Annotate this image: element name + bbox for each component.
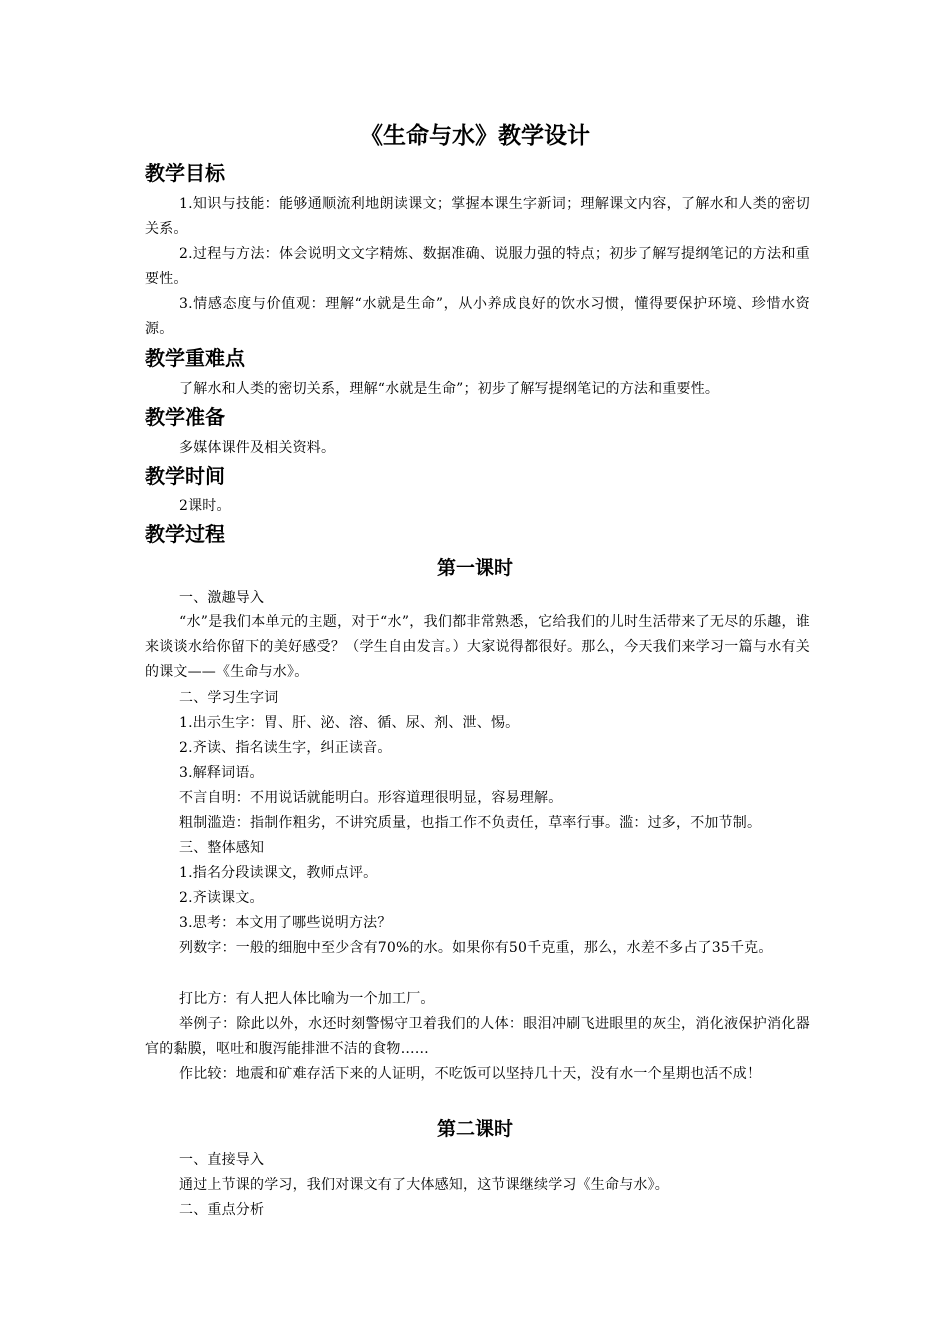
heading-key-points: 教学重难点 xyxy=(145,346,245,370)
lesson2-heading: 第二课时 xyxy=(436,1118,513,1140)
lesson1-line: 三、整体感知 xyxy=(179,840,265,856)
time-text: 2课时。 xyxy=(179,498,231,514)
heading-process: 教学过程 xyxy=(145,522,225,546)
lesson2-line: 二、重点分析 xyxy=(179,1202,265,1218)
lesson1-line: 列数字：一般的细胞中至少含有70%的水。如果你有50千克重，那么，水差不多占了35千克。 xyxy=(179,940,773,956)
lesson1-line: 2.齐读课文。 xyxy=(179,890,264,906)
heading-time: 教学时间 xyxy=(145,464,225,488)
lesson1-line: 二、学习生字词 xyxy=(179,690,279,706)
lesson1-line: “水”是我们本单元的主题，对于“水”，我们都非常熟悉，它给我们的儿时生活带来了无尽的乐趣，谁来谈谈水给你留下的美好感受？（学生自由发言。）大家说得都很好。那么，今天我们来学习一篇与水有关的课文——《生命与水》。 xyxy=(145,614,810,680)
goal-item-2: 2.过程与方法：体会说明文文字精炼、数据准确、说服力强的特点；初步了解写提纲笔记的方法和重要性。 xyxy=(145,246,810,287)
lesson1-line: 不言自明：不用说话就能明白。形容道理很明显，容易理解。 xyxy=(179,790,563,806)
heading-goals: 教学目标 xyxy=(145,161,225,185)
lesson1-line: 粗制滥造：指制作粗劣，不讲究质量，也指工作不负责任，草率行事。滥：过多，不加节制。 xyxy=(179,815,762,831)
lesson1-line: 作比较：地震和矿难存活下来的人证明，不吃饭可以坚持几十天，没有水一个星期也活不成！ xyxy=(179,1066,762,1082)
lesson1-line: 一、激趣导入 xyxy=(179,590,265,606)
lesson1-line: 3.解释词语。 xyxy=(179,765,264,781)
lesson2-line: 一、直接导入 xyxy=(179,1152,265,1168)
lesson1-line: 1.出示生字：胃、肝、泌、溶、循、尿、剂、泄、惕。 xyxy=(179,715,520,731)
preparation-text: 多媒体课件及相关资料。 xyxy=(179,440,336,456)
lesson1-line: 举例子：除此以外，水还时刻警惕守卫着我们的人体：眼泪冲刷飞进眼里的灰尘，消化液保护消化器官的黏膜，呕吐和腹泻能排泄不洁的食物…… xyxy=(145,1016,810,1057)
goal-item-3: 3.情感态度与价值观：理解“水就是生命”，从小养成良好的饮水习惯，懂得要保护环境、珍惜水资源。 xyxy=(145,296,810,337)
document-title: 《生命与水》教学设计 xyxy=(360,123,590,149)
lesson1-line: 打比方：有人把人体比喻为一个加工厂。 xyxy=(179,991,435,1007)
heading-preparation: 教学准备 xyxy=(145,405,225,429)
goal-item-1: 1.知识与技能：能够通顺流利地朗读课文；掌握本课生字新词；理解课文内容，了解水和人类的密切关系。 xyxy=(145,196,810,237)
lesson1-heading: 第一课时 xyxy=(436,557,513,579)
lesson1-line: 1.指名分段读课文，教师点评。 xyxy=(179,865,378,881)
lesson1-line: 2.齐读、指名读生字，纠正读音。 xyxy=(179,740,392,756)
key-points-text: 了解水和人类的密切关系，理解“水就是生命”；初步了解写提纲笔记的方法和重要性。 xyxy=(179,381,720,397)
lesson1-line: 3.思考：本文用了哪些说明方法？ xyxy=(179,915,392,931)
lesson2-line: 通过上节课的学习，我们对课文有了大体感知，这节课继续学习《生命与水》。 xyxy=(179,1177,669,1193)
